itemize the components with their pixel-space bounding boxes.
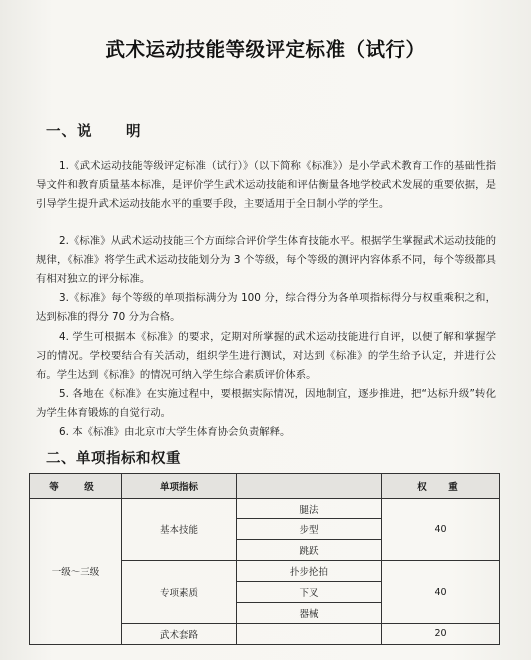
- paragraph-6: 6. 本《标准》由北京市大学生体育协会负责解释。: [59, 426, 291, 439]
- indicator-weight-table: [29, 473, 500, 645]
- group-cell-special-quality: 专项素质: [122, 561, 237, 624]
- item-cell: 扑步抡拍: [237, 561, 382, 582]
- weight-cell-basic-skills: 40: [382, 498, 500, 561]
- section-number: 一、: [46, 124, 77, 140]
- paragraph-1: 1.《武术运动技能等级评定标准（试行）》（以下简称《标准》）是小学武术教育工作的基础性指导文件和教育质量基本标准，是评价学生武术运动技能和评估衡量各地学校武术发展的重要依据，是引导学生提升武术运动技能水平的重要手段，主要适用于全日制小学的学生。: [36, 160, 496, 211]
- item-cell: 器械: [237, 603, 382, 624]
- header-empty: [237, 474, 382, 499]
- section-heading-explanation: [46, 120, 151, 141]
- item-cell: 跳跃: [237, 540, 382, 561]
- header-indicator: 单项指标: [122, 474, 237, 499]
- group-cell-basic-skills: 基本技能: [122, 498, 237, 561]
- paragraph-2: 2.《标准》从武术运动技能三个方面综合评价学生体育技能水平。根据学生掌握武术运动技能的规律，《标准》将学生武术运动技能划分为 3 个等级，每个等级的测评内容体系不同，每个等级都具有相对独立的评分标准。: [36, 235, 496, 286]
- group-cell-routine: 武术套路: [122, 623, 237, 644]
- weight-cell-routine: 20: [382, 623, 500, 644]
- item-cell: 腿法: [237, 498, 382, 519]
- paragraph-3: 3.《标准》每个等级的单项指标满分为 100 分，综合得分为各单项指标得分与权重乘积之和，达到标准的得分 70 分为合格。: [36, 292, 496, 324]
- header-weight: 权 重: [382, 474, 500, 499]
- level-cell: 一级～三级: [30, 498, 122, 644]
- table-header-row: [30, 474, 500, 499]
- header-level: 等 级: [30, 474, 122, 499]
- table-row: [30, 498, 500, 519]
- page-title: 武术运动技能等级评定标准（试行）: [105, 38, 426, 61]
- weight-cell-special-quality: 40: [382, 561, 500, 624]
- item-cell-empty: [237, 623, 382, 644]
- item-cell: 步型: [237, 519, 382, 540]
- paragraph-5: 5. 各地在《标准》在实施过程中，要根据实际情况，因地制宜，逐步推进，把“达标升级”转化为学生体育锻炼的自觉行动。: [36, 388, 496, 420]
- item-cell: 下叉: [237, 582, 382, 603]
- paragraph-4: 4. 学生可根据本《标准》的要求，定期对所掌握的武术运动技能进行自评，以便了解和掌握学习的情况。学校要结合有关活动，组织学生进行测试，对达到《标准》的学生给予认定，并进行公布。学生达到《标准》的情况可纳入学生综合素质评价体系。: [36, 331, 496, 382]
- section-title: 说 明: [77, 124, 151, 140]
- section-heading-indicators: 二、单项指标和权重: [46, 451, 181, 467]
